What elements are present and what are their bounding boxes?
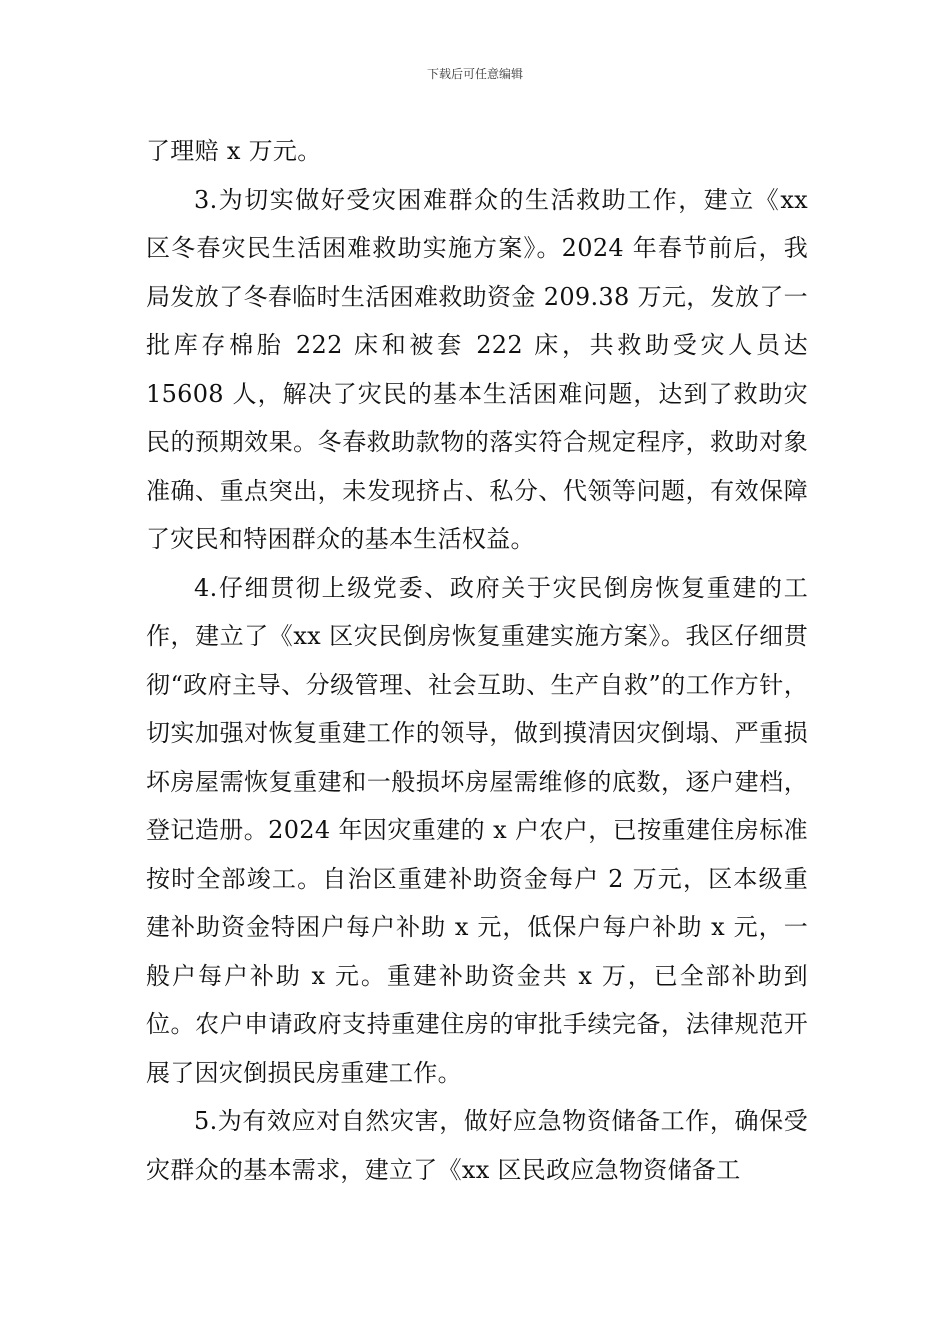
paragraph-item-5: 5.为有效应对自然灾害，做好应急物资储备工作，确保受灾群众的基本需求，建立了《xx 区民政应急物资储备工 bbox=[146, 1107, 808, 1184]
paragraph-continuation: 了理赔 x 万元。 bbox=[146, 137, 322, 165]
document-body bbox=[146, 127, 808, 1194]
paragraph-item-4: 4.仔细贯彻上级党委、政府关于灾民倒房恢复重建的工作，建立了《xx 区灾民倒房恢复重建实施方案》。我区仔细贯彻“政府主导、分级管理、社会互助、生产自救”的工作方针，切实加强对恢复重建工作的领导，做到摸清因灾倒塌、严重损坏房屋需恢复重建和一般损坏房屋需维修的底数，逐户建档，登记造册。2024 年因灾重建的 x 户农户，已按重建住房标准按时全部竣工。自治区重建补助资金每户 2 万元，区本级重建补助资金特困户每户补助 x 元，低保户每户补助 x 元，一般户每户补助 x 元。重建补助资金共 x 万，已全部补助到位。农户申请政府支持重建住房的审批手续完备，法律规范开展了因灾倒损民房重建工作。 bbox=[146, 573, 808, 1087]
page-header: 下载后可任意编辑 bbox=[426, 67, 523, 81]
paragraph-item-3: 3.为切实做好受灾困难群众的生活救助工作，建立《xx 区冬春灾民生活困难救助实施方案》。2024 年春节前后，我局发放了冬春临时生活困难救助资金 209.38 万元，发放了一批库存棉胎 222 床和被套 222 床，共救助受灾人员达 15608 人，解决了灾民的基本生活困难问题，达到了救助灾民的预期效果。冬春救助款物的落实符合规定程序，救助对象准确、重点突出，未发现挤占、私分、代领等问题，有效保障了灾民和特困群众的基本生活权益。 bbox=[146, 185, 808, 553]
